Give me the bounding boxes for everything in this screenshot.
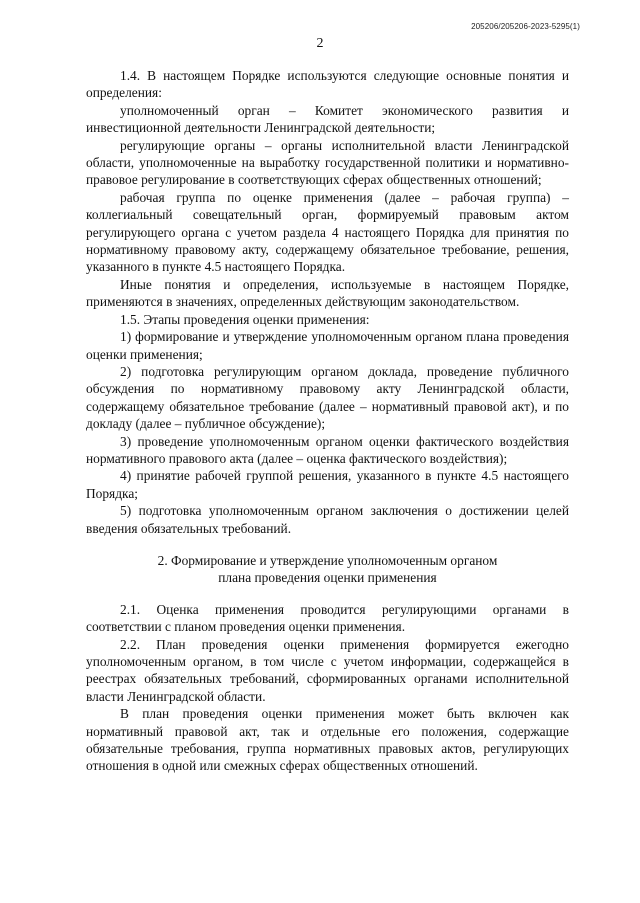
paragraph: рабочая группа по оценке применения (далее – рабочая группа) – коллегиальный совещательный орган, формируемый правовым актом регулирующего органа с учетом раздела 4 настоящего Порядка для принятия по нормативному правовому акту, содержащему обязательное требование, решения, указанного в пункте 4.5 настоящего Порядка. xyxy=(86,189,569,275)
paragraph: 1.5. Этапы проведения оценки применения: xyxy=(120,311,370,327)
section-heading-line1: 2. Формирование и утверждение уполномоченным органом xyxy=(157,552,498,568)
section-heading xyxy=(86,552,569,587)
page-number: 2 xyxy=(316,36,324,51)
paragraph: 1.4. В настоящем Порядке используются следующие основные понятия и определения: xyxy=(86,68,569,101)
paragraph: 2) подготовка регулирующим органом доклада, проведение публичного обсуждения по нормативному правовому акту Ленинградской области, содержащему обязательное требование (далее – нормативный правовой акт), и по докладу (далее – публичное обсуждение); xyxy=(86,363,569,432)
paragraph: регулирующие органы – органы исполнительной власти Ленинградской области, уполномоченные на выработку государственной политики и нормативно-правовое регулирование в соответствующих сферах общественных отношений; xyxy=(86,137,569,188)
paragraph: 2.1. Оценка применения проводится регулирующими органами в соответствии с планом проведения оценки применения. xyxy=(86,601,569,635)
document-id: 205206/205206-2023-5295(1) xyxy=(471,22,580,31)
paragraph: 4) принятие рабочей группой решения, указанного в пункте 4.5 настоящего Порядка; xyxy=(86,468,569,501)
document-body xyxy=(86,67,569,775)
paragraph: 5) подготовка уполномоченным органом заключения о достижении целей введения обязательных требований. xyxy=(86,503,569,536)
section-heading-line2: плана проведения оценки применения xyxy=(218,570,437,586)
paragraph: Иные понятия и определения, используемые в настоящем Порядке, применяются в значениях, определенных действующим законодательством. xyxy=(86,276,569,310)
paragraph: уполномоченный орган – Комитет экономического развития и инвестиционной деятельности Ленинградской деятельности; xyxy=(86,102,569,136)
paragraph: 2.2. План проведения оценки применения формируется ежегодно уполномоченным органом, в том числе с учетом информации, содержащейся в реестрах обязательных требований, сформированных органами исполнительной власти Ленинградской области. xyxy=(86,636,569,704)
paragraph: В план проведения оценки применения может быть включен как нормативный правовой акт, так и отдельные его положения, содержащие обязательные требования, группа нормативных правовых актов, регулирующих отношения в одной или смежных сферах общественных отношений. xyxy=(86,706,569,774)
paragraph: 1) формирование и утверждение уполномоченным органом плана проведения оценки применения; xyxy=(86,329,569,362)
paragraph: 3) проведение уполномоченным органом оценки фактического воздействия нормативного правового акта (далее – оценка фактического воздействия); xyxy=(86,433,569,466)
